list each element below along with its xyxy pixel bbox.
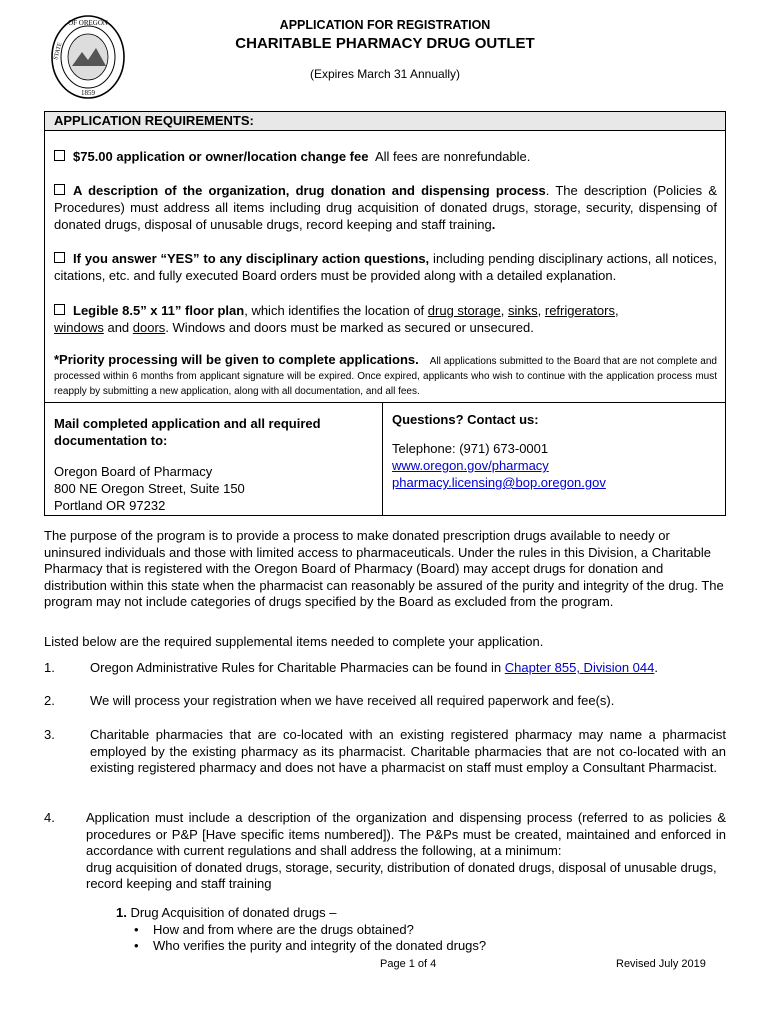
item-number: 1. [44,660,55,675]
email-link[interactable]: pharmacy.licensing@bop.oregon.gov [392,475,606,490]
address-line: Oregon Board of Pharmacy [54,464,213,479]
revision-date: Revised July 2019 [616,958,706,970]
mail-heading: Mail completed application and all required documentation to: [54,416,321,448]
svg-text:1859: 1859 [81,89,95,97]
chapter-link[interactable]: Chapter 855, Division 044 [504,660,655,675]
contact-box [44,403,726,516]
expiry-note: (Expires March 31 Annually) [309,67,461,81]
checkbox-icon[interactable] [54,150,65,161]
sub-item-drug-acquisition: 1. Drug Acquisition of donated drugs – • How and from where are the drugs obtained? • Who verifies the purity and integrity of the donated drugs? [116,905,676,955]
supplemental-intro: Listed below are the required supplemental items needed to complete your application. [44,634,544,649]
page-number: Page 1 of 4 [380,958,437,970]
form-title-line2: CHARITABLE PHARMACY DRUG OUTLET [235,35,535,52]
website-link[interactable]: www.oregon.gov/pharmacy [392,458,549,473]
supplemental-item-3: Charitable pharmacies that are co-located with an existing registered pharmacy may name a pharmacist employed by the existing pharmacy as its pharmacist. Charitable pharmacies that are not co-located with an existing registered pharmacy and does not have a pharmacist on staff must employ a Consultant Pharmacist. [90,727,726,775]
requirement-disciplinary: If you answer “YES” to any disciplinary action questions, including pending disciplinary actions, all notices, citations, etc. and fully executed Board orders must be provided along with a detailed explanation. [54,251,717,283]
supplemental-item-1: Oregon Administrative Rules for Charitable Pharmacies can be found in Chapter 855, Division 044. [90,660,658,675]
item-number: 2. [44,693,55,708]
item-number: 3. [44,727,55,742]
checkbox-icon[interactable] [54,184,65,195]
contact-divider [382,403,383,515]
purpose-paragraph: The purpose of the program is to provide a process to make donated prescription drugs available to needy or uninsured individuals and those with limited access to pharmaceuticals. Under the rules in this Division, a Charitable Pharmacy that is registered with the Oregon Board of Pharmacy (Board) may accept drugs for donation and distribution within this state when the pharmacist can reasonably be assured of the purity and integrity of the drug. The program may not include categories of drugs specified by the Board as excluded from the program. [44,528,724,609]
item-number: 4. [44,810,55,825]
mailing-address-block [54,415,374,514]
requirement-description: A description of the organization, drug donation and dispensing process. The description (Policies & Procedures) must address all items including drug acquisition of donated drugs, storage, security, dispensing of donated drugs, disposal of unusable drugs, record keeping and staff training. [54,183,717,232]
requirements-heading: APPLICATION REQUIREMENTS: [45,112,725,131]
questions-heading: Questions? Contact us: [392,412,539,427]
supplemental-item-4: Application must include a description of the organization and dispensing process (referred to as policies & procedures or P&P [Have specific items numbered]). The P&Ps must be created, maintained and enforced in accordance with current regulations and shall address the following, at a minimum: drug acquisition of donated drugs, storage, security, distribution of donated drugs, disposal of unusable drugs, record keeping and staff training [86,810,726,891]
bullet-item: • Who verifies the purity and integrity of the donated drugs? [134,938,487,953]
address-line: Portland OR 97232 [54,498,166,513]
bullet-item: • How and from where are the drugs obtained? [134,921,414,937]
priority-processing-note: *Priority processing will be given to complete applications. All applications submitted to the Board that are not complete and processed within 6 months from applicant signature will be expired. Once expired, applicants who wish to continue with the application process must reapply by submitting a new application, along with all documentation, and all fees. [54,352,717,397]
svg-text:OF OREGON: OF OREGON [68,19,108,27]
address-line: 800 NE Oregon Street, Suite 150 [54,481,245,496]
form-title-line1: APPLICATION FOR REGISTRATION [279,18,491,32]
svg-text:STATE: STATE [53,42,64,61]
requirement-fee: $75.00 application or owner/location change fee All fees are nonrefundable. [54,148,717,165]
requirement-floor-plan: Legible 8.5” x 11” floor plan, which identifies the location of drug storage, sinks, refrigerators, windows and doors. Windows and doors must be marked as secured or unsecured. [54,303,619,335]
checkbox-icon[interactable] [54,304,65,315]
contact-info-block [392,411,717,491]
telephone: Telephone: (971) 673-0001 [392,441,549,456]
checkbox-icon[interactable] [54,252,65,263]
supplemental-item-2: We will process your registration when we have received all required paperwork and fee(s). [90,693,615,708]
requirements-box [44,111,726,403]
